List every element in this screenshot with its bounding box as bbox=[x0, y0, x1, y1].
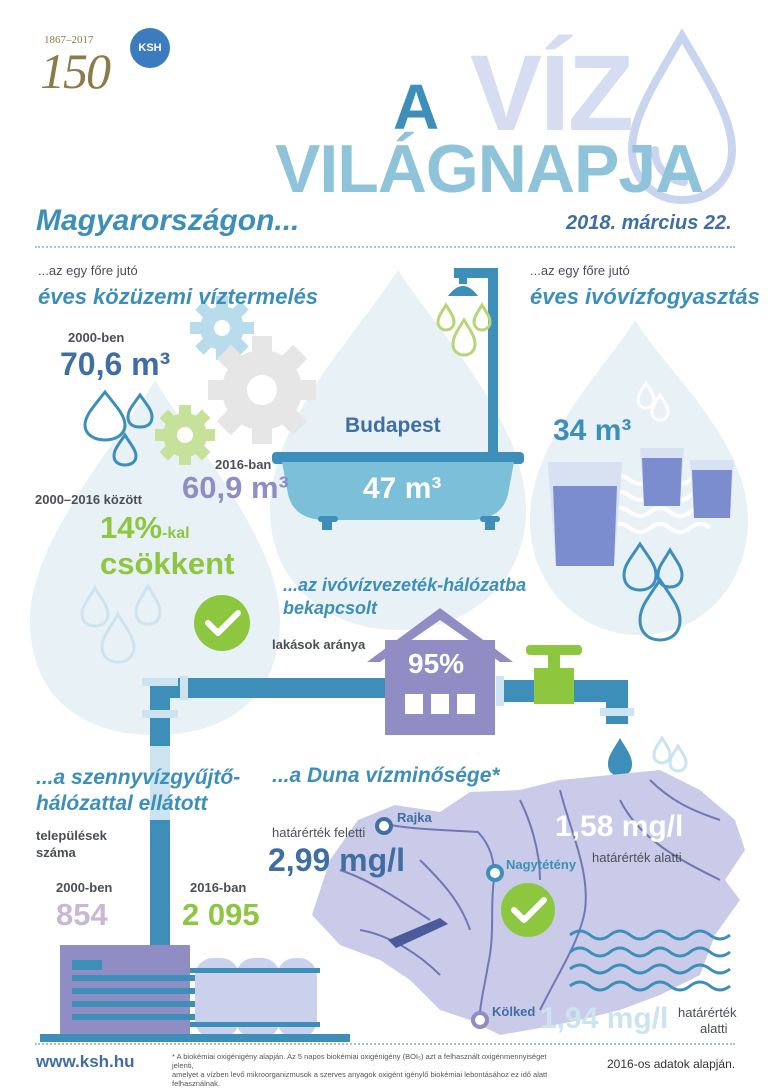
sewage-sub1: települések bbox=[36, 828, 107, 843]
consumption-prefix: ...az egy főre jutó bbox=[530, 263, 630, 278]
network-line3: lakások aránya bbox=[272, 637, 366, 652]
nagyteteny-value: 1,58 mg/l bbox=[555, 810, 684, 843]
logo-150: 150 bbox=[40, 43, 109, 99]
footer-url[interactable]: www.ksh.hu bbox=[36, 1052, 135, 1071]
title-a: A bbox=[393, 71, 440, 143]
nagyteteny-marker bbox=[488, 866, 502, 880]
production-label: éves közüzemi víztermelés bbox=[38, 284, 319, 309]
glass-icon bbox=[548, 462, 622, 566]
rajka-marker bbox=[377, 819, 391, 833]
gear-icon bbox=[208, 336, 316, 444]
sewage-line2: hálózattal ellátott bbox=[36, 792, 208, 815]
kolked-status2: alatti bbox=[700, 1021, 728, 1036]
kolked-status1: határérték bbox=[678, 1005, 737, 1020]
water-treatment-plant-icon bbox=[40, 945, 350, 1042]
glass-icon bbox=[640, 448, 684, 506]
title-vilagnapja: VILÁGNAPJA bbox=[275, 131, 704, 207]
sewage-2000-label: 2000-ben bbox=[56, 880, 113, 895]
consumption-label: éves ivóvízfogyasztás bbox=[530, 284, 760, 309]
danube-title: ...a Duna vízminősége* bbox=[272, 764, 500, 787]
budapest-label: Budapest bbox=[345, 414, 441, 437]
subtitle-date: 2018. március 22. bbox=[566, 212, 732, 234]
water-drops-icon bbox=[608, 738, 686, 776]
sewage-2016-value: 2 095 bbox=[182, 897, 260, 932]
footer-source: 2016-os adatok alapján. bbox=[607, 1057, 736, 1071]
production-prefix: ...az egy főre jutó bbox=[38, 263, 138, 278]
footer-note-line1: * A biokémiai oxigénigény alapján. Az 5 napos biokémiai oxigénigény (BOI₅) azt a felhasznált oxigénmennyiséget jelenti, bbox=[172, 1052, 547, 1070]
logo-years: 1867–2017 bbox=[44, 34, 94, 46]
rajka-status: határérték feletti bbox=[272, 825, 366, 840]
network-line1: ...az ivóvízvezeték-hálózatba bbox=[283, 575, 527, 595]
separator bbox=[35, 1043, 735, 1045]
network-line2: bekapcsolt bbox=[283, 598, 378, 618]
nagyteteny-status: határérték alatti bbox=[592, 850, 682, 865]
national-consumption-value: 34 m³ bbox=[553, 414, 632, 447]
footer-note bbox=[172, 1052, 567, 1088]
checkmark-icon bbox=[194, 595, 250, 651]
budapest-value: 47 m³ bbox=[363, 472, 442, 505]
production-2016-label: 2016-ban bbox=[215, 457, 272, 472]
ksh-logo-badge: KSH bbox=[130, 28, 170, 68]
nagyteteny-label: Nagytétény bbox=[506, 857, 577, 872]
rajka-label: Rajka bbox=[397, 810, 432, 825]
production-change-pct bbox=[100, 510, 190, 546]
title-viz: VÍZ bbox=[470, 32, 633, 153]
footer-note-line2: amelyet a vízben levő mikroorganizmusok a szerves anyagok oxigént igénylő biokémiai lebontásához ez idő alatt felhasználnak. bbox=[172, 1070, 548, 1088]
kolked-value: 1,94 mg/l bbox=[540, 1002, 669, 1035]
checkmark-icon bbox=[501, 883, 555, 937]
production-change-word: csökkent bbox=[100, 546, 235, 581]
subtitle-country: Magyarországon... bbox=[36, 204, 300, 237]
kolked-label: Kölked bbox=[492, 1004, 536, 1019]
gear-icon bbox=[155, 405, 215, 465]
glass-icon bbox=[690, 460, 734, 518]
kolked-marker bbox=[473, 1013, 487, 1027]
rajka-value: 2,99 mg/l bbox=[268, 842, 405, 878]
faucet-icon bbox=[526, 645, 582, 704]
sewage-2000-value: 854 bbox=[56, 897, 108, 932]
sewage-line1: ...a szennyvízgyűjtő- bbox=[36, 766, 241, 789]
change-suffix: -kal bbox=[162, 525, 190, 542]
sewage-sub2: száma bbox=[36, 845, 76, 860]
network-value: 95% bbox=[408, 648, 465, 679]
sewage-2016-label: 2016-ban bbox=[190, 880, 247, 895]
production-2000-label: 2000-ben bbox=[68, 330, 125, 345]
production-2000-value: 70,6 m³ bbox=[60, 346, 171, 382]
separator bbox=[35, 246, 735, 248]
production-period-label: 2000–2016 között bbox=[35, 492, 142, 507]
change-percent: 14% bbox=[100, 510, 163, 545]
production-2016-value: 60,9 m³ bbox=[182, 470, 289, 505]
